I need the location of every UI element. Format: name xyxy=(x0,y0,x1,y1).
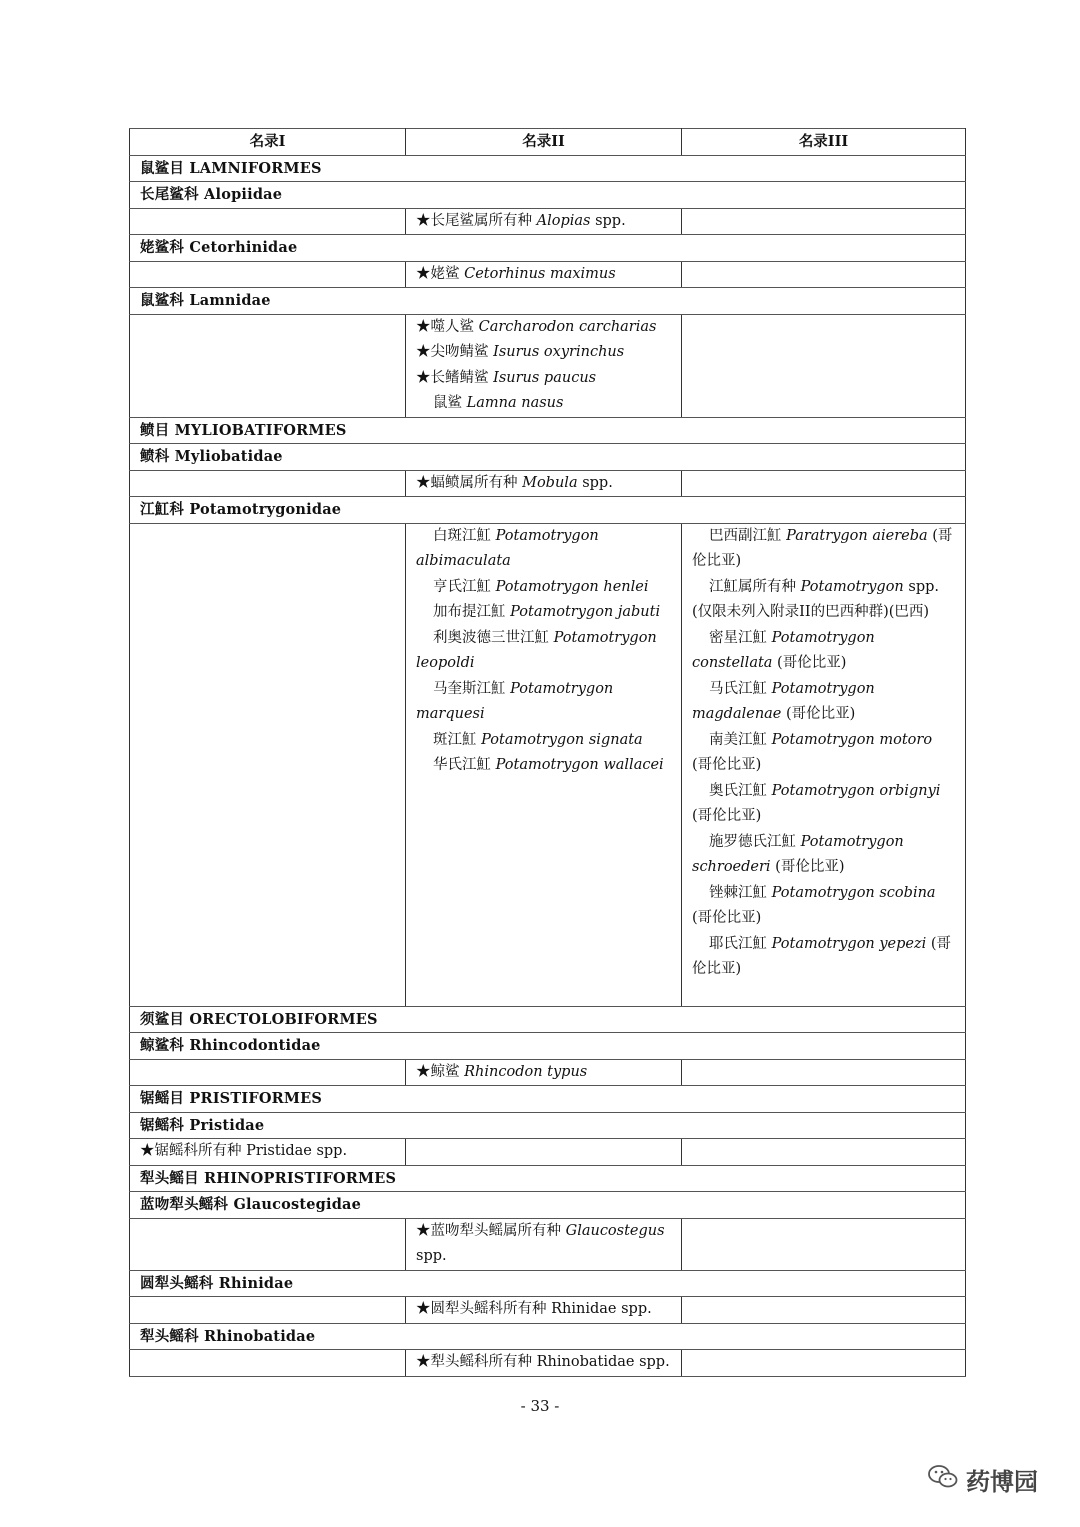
order-label: 鲼目 MYLIOBATIFORMES xyxy=(140,421,347,439)
species-row xyxy=(130,1218,966,1270)
species-entry: ★蝠鲼属所有种 Mobula spp. xyxy=(416,474,613,491)
species-entry: ★噬人鲨 Carcharodon carcharias xyxy=(416,318,657,335)
species-entry: 加布提江魟 Potamotrygon jabuti xyxy=(433,604,661,620)
species-entry: 施罗德氏江魟 Potamotrygon schroederi (哥伦比亚) xyxy=(692,833,904,875)
family-label: 蓝吻犁头鳐科 Glaucostegidae xyxy=(140,1196,362,1213)
species-entry: 马氏江魟 Potamotrygon magdalenae (哥伦比亚) xyxy=(692,680,875,722)
species-entry: 巴西副江魟 Paratrygon aiereba (哥伦比亚) xyxy=(692,527,953,569)
watermark xyxy=(928,1459,1038,1499)
table-header-row xyxy=(130,129,966,156)
family-row xyxy=(130,1192,966,1219)
cites-appendix-table xyxy=(129,128,966,1377)
species-row xyxy=(130,470,966,497)
species-entry: 鼠鲨 Lamna nasus xyxy=(433,395,564,411)
species-entry: ★蓝吻犁头鳐属所有种 Glaucostegus spp. xyxy=(416,1222,665,1264)
watermark-text: 药博园 xyxy=(966,1467,1038,1496)
family-row xyxy=(130,444,966,471)
species-row xyxy=(130,523,966,1006)
order-row xyxy=(130,1086,966,1113)
species-entry: 奥氏江魟 Potamotrygon orbignyi (哥伦比亚) xyxy=(692,782,941,824)
order-label: 犁头鳐目 RHINOPRISTIFORMES xyxy=(140,1169,397,1187)
family-row xyxy=(130,497,966,524)
family-row xyxy=(130,182,966,209)
species-entry: 斑江魟 Potamotrygon signata xyxy=(433,731,643,748)
species-row xyxy=(130,1297,966,1324)
order-row xyxy=(130,417,966,444)
species-entry: 华氏江魟 Potamotrygon wallacei xyxy=(433,757,664,773)
species-row xyxy=(130,1059,966,1086)
column-header-appendix-iii: 名录III xyxy=(682,129,966,156)
family-label: 鲸鲨科 Rhincodontidae xyxy=(140,1037,321,1054)
species-entry: ★姥鲨 Cetorhinus maximus xyxy=(416,265,616,282)
family-row xyxy=(130,235,966,262)
species-entry: ★犁头鳐科所有种 Rhinobatidae spp. xyxy=(416,1354,670,1370)
species-entry: 白斑江魟 Potamotrygon albimaculata xyxy=(416,527,599,569)
family-label: 江魟科 Potamotrygonidae xyxy=(140,501,342,518)
family-label: 鼠鲨科 Lamnidae xyxy=(140,292,271,309)
species-entry: 耶氏江魟 Potamotrygon yepezi (哥伦比亚) xyxy=(692,935,952,977)
species-entry: ★长尾鲨属所有种 Alopias spp. xyxy=(416,212,626,229)
page-number: - 33 - xyxy=(520,1397,560,1415)
order-label: 须鲨目 ORECTOLOBIFORMES xyxy=(140,1010,378,1028)
species-entry: ★锯鳐科所有种 Pristidae spp. xyxy=(140,1143,348,1159)
order-label: 鼠鲨目 LAMNIFORMES xyxy=(140,159,322,177)
family-row xyxy=(130,1033,966,1060)
species-entry: 锉棘江魟 Potamotrygon scobina (哥伦比亚) xyxy=(692,884,936,926)
wechat-icon xyxy=(928,1464,958,1494)
family-row xyxy=(130,288,966,315)
family-label: 锯鳐科 Pristidae xyxy=(140,1116,265,1134)
family-row xyxy=(130,1112,966,1139)
species-entry: 利奥波德三世江魟 Potamotrygon leopoldi xyxy=(416,629,657,671)
order-row xyxy=(130,155,966,182)
family-label: 犁头鳐科 Rhinobatidae xyxy=(140,1327,316,1345)
family-label: 姥鲨科 Cetorhinidae xyxy=(140,239,298,256)
species-entry: ★长鳍鲭鲨 Isurus paucus xyxy=(416,369,597,386)
column-header-appendix-i: 名录I xyxy=(130,129,406,156)
order-row xyxy=(130,1006,966,1033)
species-entry: 南美江魟 Potamotrygon motoro (哥伦比亚) xyxy=(692,731,933,773)
family-label: 长尾鲨科 Alopiidae xyxy=(140,186,283,203)
species-entry: 江魟属所有种 Potamotrygon spp. (仅限未列入附录II的巴西种群)(巴西) xyxy=(692,578,939,620)
column-header-appendix-ii: 名录II xyxy=(406,129,682,156)
species-row xyxy=(130,208,966,235)
species-entry: 亨氏江魟 Potamotrygon henlei xyxy=(433,578,649,595)
family-row xyxy=(130,1323,966,1350)
species-entry: ★圆犁头鳐科所有种 Rhinidae spp. xyxy=(416,1301,652,1317)
order-row xyxy=(130,1165,966,1192)
species-entry: 密星江魟 Potamotrygon constellata (哥伦比亚) xyxy=(692,629,875,671)
family-label: 圆犁头鳐科 Rhinidae xyxy=(140,1274,294,1292)
species-entry: ★鲸鲨 Rhincodon typus xyxy=(416,1063,588,1080)
species-row xyxy=(130,314,966,417)
family-row xyxy=(130,1270,966,1297)
species-entry: 马奎斯江魟 Potamotrygon marquesi xyxy=(416,680,614,722)
species-row xyxy=(130,1350,966,1377)
order-label: 锯鳐目 PRISTIFORMES xyxy=(140,1090,323,1107)
species-row xyxy=(130,1139,966,1166)
family-label: 鲼科 Myliobatidae xyxy=(140,448,283,465)
species-entry: ★尖吻鲭鲨 Isurus oxyrinchus xyxy=(416,344,625,360)
species-row xyxy=(130,261,966,288)
